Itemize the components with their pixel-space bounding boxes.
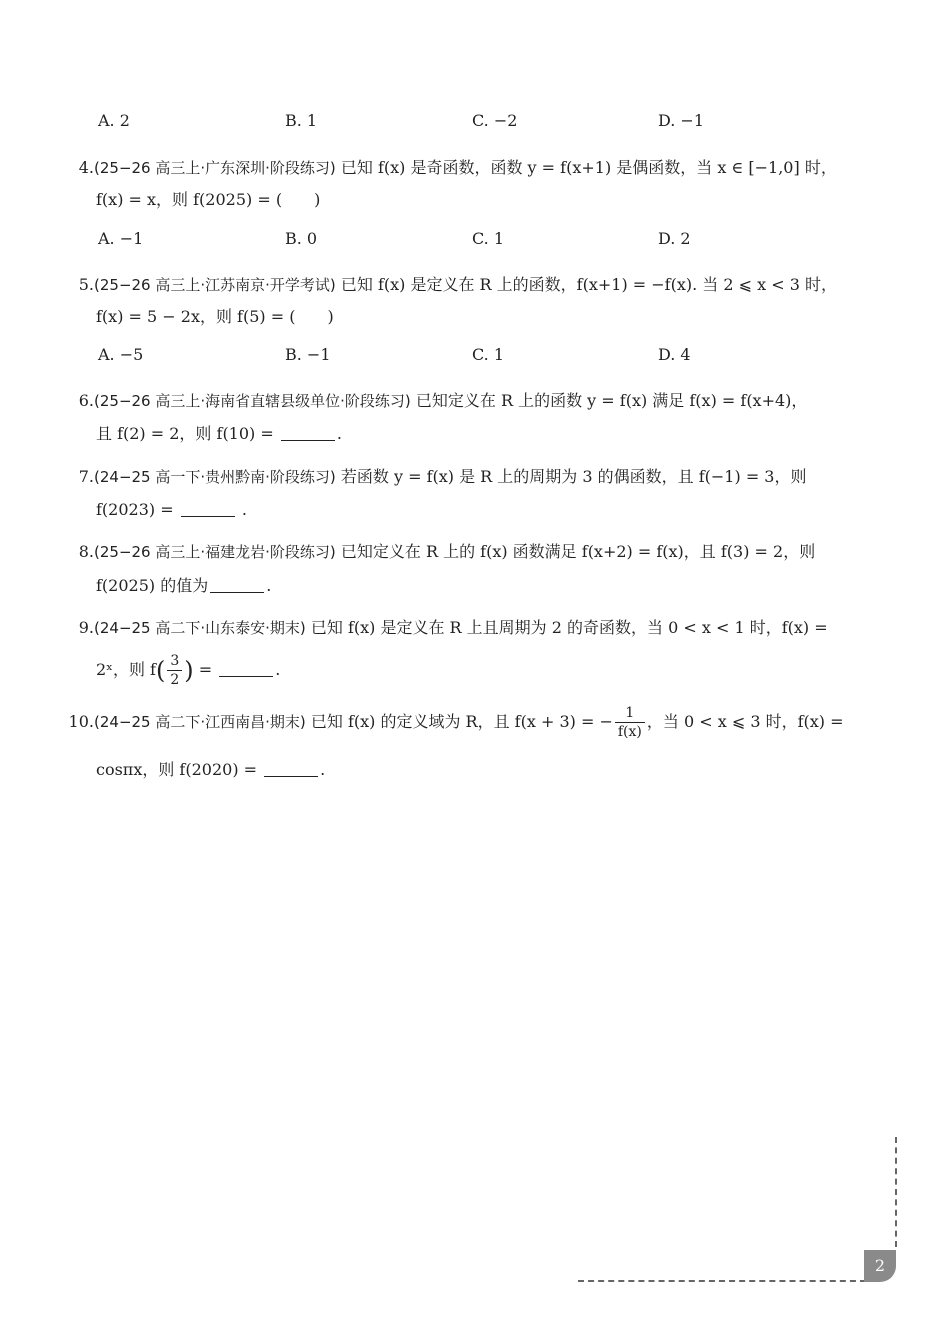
q9-number: 9. (78, 618, 94, 637)
q4-number: 4. (78, 158, 94, 177)
q6-line2 (96, 423, 342, 445)
q3-option-c: C. −2 (472, 111, 518, 130)
q5-text1: 已知 f(x) 是定义在 R 上的函数，f(x+1) = −f(x). 当 2 ⩽ x < 3 时， (340, 275, 837, 294)
q3-option-b: B. 1 (285, 111, 318, 130)
q5-number: 5. (78, 275, 94, 294)
q4-line2: f(x) = x，则 f(2025) = ( ) (96, 190, 321, 209)
q10-frac-numerator: 1 (615, 704, 645, 723)
q6-text1: 已知定义在 R 上的函数 y = f(x) 满足 f(x) = f(x+4)， (415, 391, 808, 410)
q7-answer-blank[interactable] (181, 500, 235, 517)
q4-option-d: D. 2 (658, 229, 691, 248)
q9-fraction (167, 652, 182, 689)
q8-period: . (266, 576, 272, 595)
q9-source: (24−25 高二下·山东泰安·期末) (94, 619, 306, 637)
q8-answer-blank[interactable] (210, 576, 264, 593)
q7-line1 (0, 466, 807, 488)
q4-option-c: C. 1 (472, 229, 505, 248)
q7-text1: 若函数 y = f(x) 是 R 上的周期为 3 的偶函数，且 f(−1) = 3，则 (340, 467, 807, 486)
footer-horizontal-dashes (578, 1280, 866, 1282)
q9-left-paren: ( (155, 656, 166, 685)
q10-text1: 已知 f(x) 的定义域为 R，且 f(x + 3) = − (310, 712, 613, 731)
q9-answer-blank[interactable] (219, 660, 273, 677)
q9-right-paren: ) (184, 656, 194, 685)
q10-fraction (615, 704, 645, 741)
q8-number: 8. (78, 542, 94, 561)
q4-text1: 已知 f(x) 是奇函数，函数 y = f(x+1) 是偶函数，当 x ∈ [−1,0] 时， (340, 158, 837, 177)
q7-text2: f(2023) = (96, 500, 174, 519)
q5-option-a: A. −5 (98, 345, 144, 364)
q6-text2: 且 f(2) = 2，则 f(10) = (96, 424, 274, 443)
q4-options (98, 228, 898, 250)
q10-number: 10. (68, 712, 94, 731)
q7-number: 7. (78, 467, 94, 486)
q6-source: (25−26 高三上·海南省直辖县级单位·阶段练习) (94, 392, 411, 410)
q10-line2 (96, 759, 325, 781)
q6-period: . (336, 424, 342, 443)
footer-vertical-dashes (895, 1137, 897, 1247)
q5-source: (25−26 高三上·江苏南京·开学考试) (94, 276, 336, 294)
q10-period: . (320, 760, 326, 779)
q10-text2: cosπx，则 f(2020) = (96, 760, 258, 779)
q9-frac-numerator: 3 (167, 652, 182, 671)
q9-line1 (0, 617, 828, 639)
q4-option-a: A. −1 (98, 229, 144, 248)
q9-text1: 已知 f(x) 是定义在 R 上且周期为 2 的奇函数，当 0 < x < 1 时，f(x) = (310, 618, 828, 637)
q10-source: (24−25 高二下·江西南昌·期末) (94, 713, 306, 731)
q5-line2: f(x) = 5 − 2x，则 f(5) = ( ) (96, 307, 334, 326)
q8-text1: 已知定义在 R 上的 f(x) 函数满足 f(x+2) = f(x)，且 f(3) = 2，则 (340, 542, 816, 561)
q9-period: . (275, 660, 281, 679)
q8-source: (25−26 高三上·福建龙岩·阶段练习) (94, 543, 336, 561)
q10-line1 (0, 700, 844, 744)
q6-line1 (0, 390, 807, 412)
q8-line1 (0, 541, 815, 563)
q10-frac-denominator: f(x) (617, 724, 642, 740)
q6-number: 6. (78, 391, 94, 410)
q5-options (98, 344, 898, 366)
q5-option-d: D. 4 (658, 345, 691, 364)
q7-source: (24−25 高一下·贵州黔南·阶段练习) (94, 468, 336, 486)
q5-option-c: C. 1 (472, 345, 505, 364)
q4-option-b: B. 0 (285, 229, 318, 248)
q8-line2 (96, 575, 271, 597)
q7-line2 (96, 499, 247, 521)
q8-text2: f(2025) 的值为 (96, 576, 209, 595)
q4-line1 (0, 157, 837, 179)
q7-period: . (241, 500, 247, 519)
q10-answer-blank[interactable] (264, 760, 318, 777)
q9-frac-denominator: 2 (170, 672, 180, 688)
q3-options (98, 110, 898, 132)
q9-equals: = (198, 660, 213, 679)
q10-text1-post: ，当 0 < x ⩽ 3 时，f(x) = (646, 712, 844, 731)
q9-text2: 2ˣ，则 f (96, 660, 156, 679)
q9-line2 (96, 650, 280, 691)
q5-line1 (0, 274, 837, 296)
q4-source: (25−26 高三上·广东深圳·阶段练习) (94, 159, 336, 177)
q5-option-b: B. −1 (285, 345, 331, 364)
q3-option-d: D. −1 (658, 111, 705, 130)
q6-answer-blank[interactable] (281, 424, 335, 441)
page-number-badge: 2 (864, 1250, 896, 1282)
q3-option-a: A. 2 (98, 111, 130, 130)
